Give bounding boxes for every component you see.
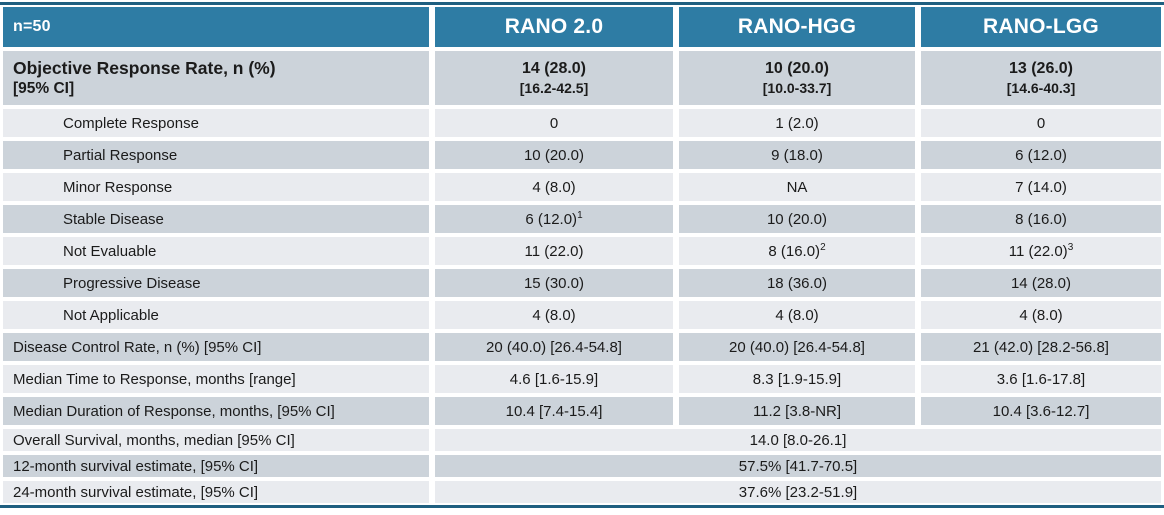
row-label: Minor Response [0,171,432,203]
row-value: 14 (28.0) [918,267,1164,299]
row-value: NA [676,171,918,203]
header-sample-size: n=50 [0,5,432,49]
row-value: 18 (36.0) [676,267,918,299]
row-value: 14.0 [8.0-26.1] [432,427,1164,453]
table-row [0,479,1164,505]
table-row [0,139,1164,171]
row-value: 57.5% [41.7-70.5] [432,453,1164,479]
row-value: 6 $(12.0)^1$ [432,203,676,235]
row-value: 4 (8.0) [918,299,1164,331]
row-value: 20 (40.0) [26.4-54.8] [432,331,676,363]
bottom-border-line [0,505,1164,508]
row-value: 7 (14.0) [918,171,1164,203]
row-value: 14 (28.0) [16.2-42.5] [432,49,676,107]
table-row [0,331,1164,363]
row-value: 10.4 [3.6-12.7] [918,395,1164,427]
row-value: 11.2 [3.8-NR] [676,395,918,427]
table-row [0,171,1164,203]
row-value: 4 (8.0) [432,171,676,203]
column-header-rano-2-0: RANO 2.0 [432,5,676,49]
table-row [0,395,1164,427]
row-value: 13 (26.0) [14.6-40.3] [918,49,1164,107]
row-label: Progressive Disease [0,267,432,299]
table-row [0,267,1164,299]
table-row [0,203,1164,235]
header-row [0,5,1164,49]
row-value: 11 (22.0) [432,235,676,267]
row-value: 20 (40.0) [26.4-54.8] [676,331,918,363]
row-value: 0 [432,107,676,139]
row-value: 11 $(22.0)^3$ [918,235,1164,267]
row-label: 24-month survival estimate, [95% CI] [0,479,432,505]
table-row [0,299,1164,331]
row-value: 1 (2.0) [676,107,918,139]
row-value: 8 $(16.0)^2$ [676,235,918,267]
row-value: 4 (8.0) [432,299,676,331]
row-value: 10.4 [7.4-15.4] [432,395,676,427]
row-value: 10 (20.0) [676,203,918,235]
row-value: 15 (30.0) [432,267,676,299]
row-value: 6 (12.0) [918,139,1164,171]
row-label: Complete Response [0,107,432,139]
row-value: 9 (18.0) [676,139,918,171]
table-row [0,107,1164,139]
row-value: 4 (8.0) [676,299,918,331]
row-label: Objective Response Rate, n (%) [95% CI] [0,49,432,107]
row-label: Partial Response [0,139,432,171]
row-value: 21 (42.0) [28.2-56.8] [918,331,1164,363]
table-row [0,49,1164,107]
row-label: Not Evaluable [0,235,432,267]
row-value: 4.6 [1.6-15.9] [432,363,676,395]
row-label: Not Applicable [0,299,432,331]
table-row [0,235,1164,267]
row-value: 10 (20.0) [10.0-33.7] [676,49,918,107]
column-header-rano-hgg: RANO-HGG [676,5,918,49]
row-label: Disease Control Rate, n (%) [95% CI] [0,331,432,363]
table-row [0,363,1164,395]
table-row [0,427,1164,453]
row-label: Overall Survival, months, median [95% CI] [0,427,432,453]
row-value: 0 [918,107,1164,139]
column-header-rano-lgg: RANO-LGG [918,5,1164,49]
row-label: Median Time to Response, months [range] [0,363,432,395]
row-value: 8.3 [1.9-15.9] [676,363,918,395]
row-label: Median Duration of Response, months, [95% CI] [0,395,432,427]
table-row [0,453,1164,479]
row-value: 10 (20.0) [432,139,676,171]
row-label: 12-month survival estimate, [95% CI] [0,453,432,479]
clinical-results-table [0,5,1164,505]
row-label: Stable Disease [0,203,432,235]
row-value: 8 (16.0) [918,203,1164,235]
row-value: 3.6 [1.6-17.8] [918,363,1164,395]
row-value: 37.6% [23.2-51.9] [432,479,1164,505]
